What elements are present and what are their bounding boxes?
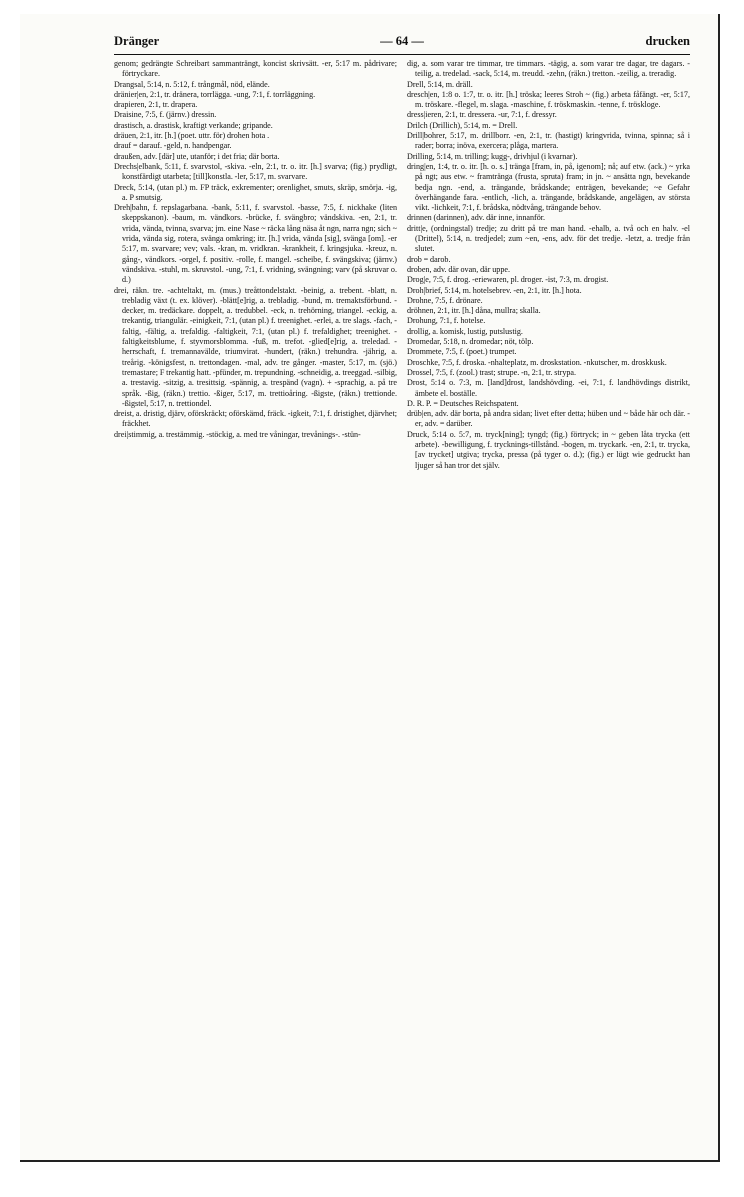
page-number: — 64 — — [380, 34, 424, 48]
dictionary-entry: Droh|brief, 5:14, m. hotelsebrev. -en, 2:1, itr. [h.] hota. — [407, 285, 582, 295]
dictionary-entry: dritt|e, (ordningstal) tredje; zu dritt på tre man hand. -ehalb, a. två och en halv. -el (Drittel), 5:14, n. tredjedel; zum ~en, -ens, adv. för det tredje. -letzt, a. tredje från slutet. — [407, 223, 690, 254]
dictionary-entry: droben, adv. där ovan, där uppe. — [407, 264, 510, 274]
page-header — [114, 32, 690, 55]
dictionary-entry: Drog|e, 7:5, f. drog. -eriewaren, pl. droger. -ist, 7:3, m. drogist. — [407, 275, 609, 285]
dictionary-entry: dreist, a. dristig, djärv, oförskräckt; oförskämd, fräck. -igkeit, 7:1, f. dristighet, djärvhet; fräckhet. — [114, 409, 397, 429]
dictionary-entry: Drilch (Drillich), 5:14, m. = Drell. — [407, 120, 518, 130]
dictionary-entry: drauf = darauf. -geld, n. handpengar. — [114, 141, 232, 151]
dictionary-entry: Drilling, 5:14, m. trilling; kugg-, drivhjul (i kvarnar). — [407, 151, 578, 161]
dictionary-entry: Druck, 5:14 o. 5:7, m. tryck[ning]; tyngd; (fig.) förtryck; in ~ geben låta trycka (ett arbete). -bewilligung, f. trycknings-tillstånd. -bogen, m. tryckark. -en, 2:1, tr. trycka, [av trycket] utgiva; trycka, pressa (på tyger o. d.); (fig.) er lügt wie gedruckt han ljuger så han tror det själv. — [407, 429, 690, 470]
dictionary-entry: Drohne, 7:5, f. drönare. — [407, 295, 483, 305]
dictionary-entry: Draisine, 7:5, f. (järnv.) dressin. — [114, 110, 217, 120]
dictionary-entry: Drangsal, 5:14, n. 5:12, f. trångmål, nöd, elände. — [114, 79, 270, 89]
dictionary-entry: dig, a. som varar tre timmar, tre timmars. -tägig, a. som varar tre dagar, tre dagars. -teilig, a. tredelad. -sack, 5:14, m. treudd. -zehn, (räkn.) tretton. -zeilig, a. treradig. — [407, 59, 690, 79]
dictionary-entry: Dreh|bahn, f. repslagarbana. -bank, 5:11, f. svarvstol. -basse, 7:5, f. nickhake (liten skeppskanon). -baum, m. vändkors. -brücke, f. svängbro; vändskiva. -en, 2:1, tr. vrida, vända, tvinna, svarva; jm. eine Nase ~ räcka lång näsa åt ngn, narra ngn; sich ~ vrida, vända sig, rotera, svänga omkring; itr. [h.] vrida, vända [sig], svänga [om]. -er 5:17, m. svarvare; vev; vals. -kran, m. vridkran. -krankheit, f. kringsjuka. -kreuz, n. gång-, vändkors. -orgel, f. positiv. -rolle, f. mangel. -scheibe, f. svängskiva; (järnv.) vändskiva. -stuhl, m. skruvstol. -ung, 7:1, f. vridning, svängning; varv (på skruvar o. d.) — [114, 203, 397, 285]
dictionary-entry: drei, räkn. tre. -achteltakt, m. (mus.) treåttondelstakt. -beinig, a. trebent. -blatt, n. trebladig växt (t. ex. klöver). -blätt[e]rig, a. trebladig. -bund, m. tremaktsförbund. -decker, m. tredäckare. doppelt, a. tredubbel. -eck, n. trehörning, triangel. -eckig, a. trekantig, triangulär. -einigkeit, 7:1, (utan pl.) f. treenighet. -erlei, a. tre slags. -fach, -faltig, -fältig, a. trefaldig. -faltigkeit, 7:1, (utan pl.) f. trefaldighet; treenighet. -faltigkeitsblume, f. styvmorsblomma. -fuß, m. trefot. -glied[e]rig, a. treledad. -herrschaft, f. tremannavälde, triumvirat. -hundert, (räkn.) trehundra. -jährig, a. treårig. -königsfest, n. trettondagen. -mal, adv. tre gånger. -master, 5:17, m. (sjö.) tremastare; F trekantig hatt. -pfünder, m. trepundning. -schneidig, a. treeggad. -silbig, a. trestavig. -sitzig, a. tresittsig. -spännig, a. trespänd (vagn). + -sprachig, a. på tre språk. -ßig, (räkn.) trettio. -ßiger, 5:17, m. trettioåring. -ßigste, (räkn.) trettionde. -ßigstel, 5:17, n. trettiondel. — [114, 285, 397, 408]
dictionary-entry: Drommete, 7:5, f. (poet.) trumpet. — [407, 347, 517, 357]
dictionary-entry: Dromedar, 5:18, n. dromedar; nöt, tölp. — [407, 337, 534, 347]
dictionary-entry: Drost, 5:14 o. 7:3, m. [land]drost, landshövding. -ei, 7:1, f. landhövdings distrikt, ämbete el. boställe. — [407, 378, 690, 398]
dictionary-entry: drapieren, 2:1, tr. drapera. — [114, 100, 198, 110]
dictionary-entry: Drill|bohrer, 5:17, m. drillborr. -en, 2:1, tr. (hastigt) kringvrida, tvinna, spinna; så i rader; borra; inöva, exercera; plåga, martera. — [407, 131, 690, 151]
dictionary-entry: dress|ieren, 2:1, tr. dressera. -ur, 7:1, f. dressyr. — [407, 110, 557, 120]
header-guide-word-left: Dränger — [114, 34, 160, 48]
dictionary-entry: drollig, a. komisk, lustig, putslustig. — [407, 326, 523, 336]
dictionary-entry: dresch|en, 1:8 o. 1:7, tr. o. itr. [h.] tröska; leeres Stroh ~ (fig.) arbeta fåfängt. -er, 5:17, m. tröskare. -flegel, m. slaga. -maschine, f. tröskmaskin. -tenne, f. tröskloge. — [407, 89, 690, 110]
dictionary-entry: Dreck, 5:14, (utan pl.) m. FP träck, exkrementer; orenlighet, smuts, skräp, smörja. -ig, a. P smutsig. — [114, 182, 397, 202]
dictionary-entry: draußen, adv. [där] ute, utanför; i det fria; där borta. — [114, 151, 280, 161]
right-column — [407, 59, 690, 471]
dictionary-entry: drei|stimmig, a. trestämmig. -stöckig, a. med tre våningar, trevånings-. -stün- — [114, 429, 361, 439]
dictionary-entry: dräuen, 2:1, itr. [h.] (poet. uttr. för) drohen hota . — [114, 131, 270, 141]
dictionary-entry: drob = darob. — [407, 254, 451, 264]
dictionary-entry: Drohung, 7:1, f. hotelse. — [407, 316, 486, 326]
dictionary-entry: Drossel, 7:5, f. (zool.) trast; strupe. -n, 2:1, tr. strypa. — [407, 367, 577, 377]
dictionary-page — [20, 14, 720, 1162]
dictionary-entry: dröhnen, 2:1, itr. [h.] dåna, mullra; skalla. — [407, 306, 541, 316]
dictionary-entry: D. R. P. = Deutsches Reichspatent. — [407, 398, 519, 408]
text-columns — [114, 59, 690, 471]
dictionary-entry: dränier|en, 2:1, tr. dränera, torrlägga. -ung, 7:1, f. torrläggning. — [114, 89, 316, 99]
left-column — [114, 59, 397, 471]
dictionary-entry: dring|en, 1:4, tr. o. itr. [h. o. s.] tränga [fram, in, på, igenom]; nå; auf etw. (ack.) ~ yrka på ngt; aus etw. ~ framtränga (frusta, spruta) fram; in jn. ~ ansätta ngn, bevekande bedja ngn. -end, a. trängande, brådskande; enträgen, bevekande; ~e Gefahr överhängande fara. -entlich, -lich, a. trängande, brådskande, angelägen, av största vikt. -lichkeit, 7:1, f. brådska, nödtvång, trängande behov. — [407, 161, 690, 213]
dictionary-entry: Drechs|elbank, 5:11, f. svarvstol, -skiva. -eln, 2:1, tr. o. itr. [h.] svarva; (fig.) prydligt, konstfärdigt utarbeta; [till]konstla. -ler, 5:17, m. svarvare. — [114, 161, 397, 182]
dictionary-entry: drüb|en, adv. där borta, på andra sidan; livet efter detta; hüben und ~ både här och där. -er, adv. = darüber. — [407, 409, 690, 429]
dictionary-entry: drinnen (darinnen), adv. där inne, innanför. — [407, 213, 546, 223]
dictionary-entry: Drell, 5:14, m. dräll. — [407, 79, 473, 89]
header-guide-word-right: drucken — [645, 34, 690, 48]
dictionary-entry: drastisch, a. drastisk, kraftigt verkande; gripande. — [114, 120, 273, 130]
dictionary-entry: Droschke, 7:5, f. droska. -nhalteplatz, m. droskstation. -nkutscher, m. droskkusk. — [407, 357, 667, 367]
dictionary-entry: genom; gedrängte Schreibart sammanträngt, koncist skrivsätt. -er, 5:17 m. pådrivare; förtryckare. — [114, 59, 397, 79]
